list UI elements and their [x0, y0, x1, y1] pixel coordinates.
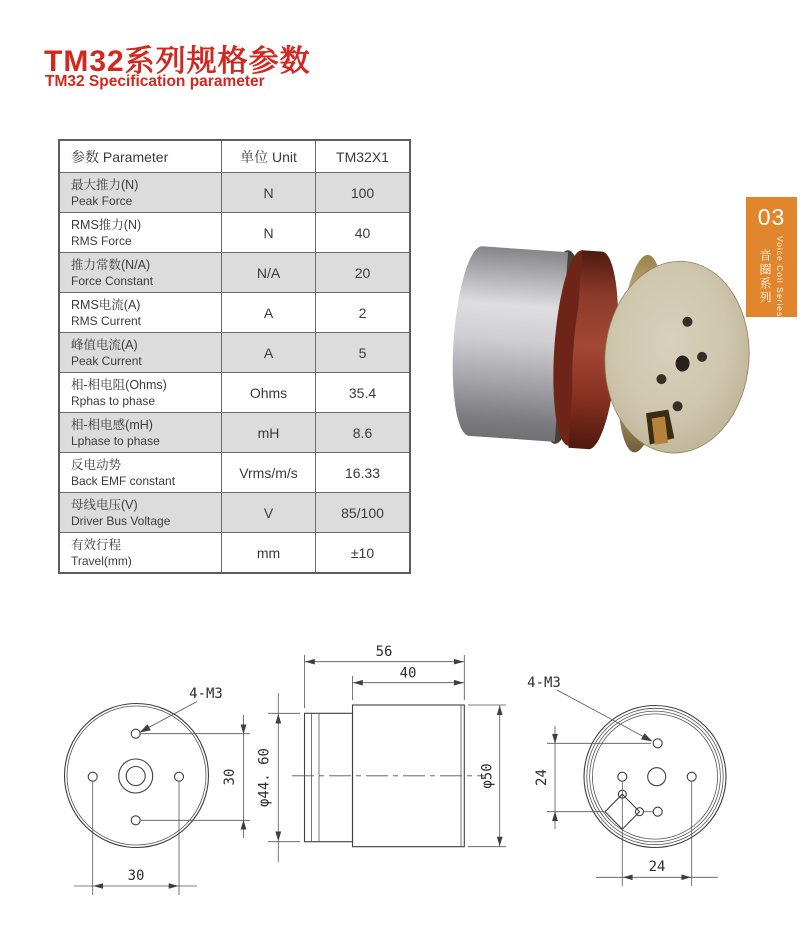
unit-cell: mm [222, 533, 316, 574]
param-label-zh: 最大推力(N) [71, 177, 139, 192]
value-cell: 35.4 [316, 373, 411, 413]
param-cell [59, 213, 222, 253]
value-cell: 8.6 [316, 413, 411, 453]
param-cell [59, 333, 222, 373]
param-label-en: RMS Force [71, 233, 132, 248]
param-label-zh: RMS推力(N) [71, 217, 142, 232]
param-label-en: Driver Bus Voltage [71, 513, 171, 528]
unit-cell: A [222, 293, 316, 333]
param-label-en: Travel(mm) [71, 553, 132, 568]
value-cell: 85/100 [316, 493, 411, 533]
rear-view-thread-label: 4-M3 [527, 675, 561, 691]
header-cell-model: TM32X1 [316, 140, 411, 173]
front-view-dim-horizontal: 30 [127, 868, 145, 884]
unit-cell: mH [222, 413, 316, 453]
side-view-drawing [257, 644, 507, 862]
front-view-dim-vertical: 30 [222, 768, 238, 786]
tab-number: 03 [757, 204, 786, 230]
param-cell [59, 533, 222, 574]
unit-cell: Ohms [222, 373, 316, 413]
front-view-thread-label: 4-M3 [189, 686, 223, 702]
spec-table [58, 139, 411, 574]
param-cell [59, 293, 222, 333]
header-cell-unit: 单位 Unit [222, 140, 316, 173]
param-label-zh: 推力常数(N/A) [71, 257, 151, 272]
side-view-dim-total-length: 56 [375, 644, 393, 660]
param-cell [59, 373, 222, 413]
header-cell-parameter: 参数 Parameter [59, 140, 222, 173]
param-label-zh: RMS电流(A) [71, 297, 141, 312]
table-row [59, 253, 410, 293]
param-label-zh: 有效行程 [71, 537, 122, 552]
param-label-en: Lphase to phase [71, 433, 160, 448]
table-row [59, 533, 410, 574]
page-subtitle: TM32 Specification parameter [45, 73, 265, 90]
table-row [59, 333, 410, 373]
table-row [59, 213, 410, 253]
value-cell: 2 [316, 293, 411, 333]
unit-cell: N [222, 213, 316, 253]
param-label-zh: 峰值电流(A) [71, 337, 138, 352]
param-cell [59, 173, 222, 213]
unit-cell: A [222, 333, 316, 373]
param-label-en: RMS Current [71, 313, 142, 328]
table-header-row [59, 140, 410, 173]
unit-cell: N/A [222, 253, 316, 293]
tab-label-zh: 音圈系列 [758, 248, 772, 305]
voice-coil-motor-image [447, 242, 750, 460]
side-view-dim-flange-diameter: φ44. 60 [256, 747, 273, 808]
page-title: TM32系列规格参数 [44, 45, 311, 78]
param-cell [59, 253, 222, 293]
front-view-drawing [65, 686, 251, 895]
table-row [59, 293, 410, 333]
value-cell: ±10 [316, 533, 411, 574]
spec-table-body [59, 173, 410, 574]
param-cell [59, 413, 222, 453]
product-photo [445, 233, 750, 468]
rear-view-dim-vertical: 24 [534, 769, 550, 786]
value-cell: 40 [316, 213, 411, 253]
param-label-zh: 反电动势 [71, 457, 122, 472]
param-label-en: Peak Force [71, 193, 133, 208]
param-label-en: Rphas to phase [71, 393, 156, 408]
table-row [59, 413, 410, 453]
param-label-en: Peak Current [71, 353, 142, 368]
param-label-en: Force Constant [71, 273, 154, 288]
unit-cell: Vrms/m/s [222, 453, 316, 493]
side-view-dim-body-length: 40 [399, 665, 417, 682]
side-view-dim-body-diameter: φ50 [479, 763, 496, 789]
unit-cell: V [222, 493, 316, 533]
value-cell: 20 [316, 253, 411, 293]
param-label-en: Back EMF constant [71, 473, 176, 488]
value-cell: 16.33 [316, 453, 411, 493]
table-row [59, 493, 410, 533]
param-label-zh: 相-相电感(mH) [71, 417, 153, 432]
technical-drawings [0, 630, 800, 935]
param-label-zh: 母线电压(V) [71, 497, 138, 512]
param-cell [59, 453, 222, 493]
side-tab [746, 197, 797, 317]
param-cell [59, 493, 222, 533]
value-cell: 100 [316, 173, 411, 213]
value-cell: 5 [316, 333, 411, 373]
table-row [59, 173, 410, 213]
unit-cell: N [222, 173, 316, 213]
table-row [59, 453, 410, 493]
rear-view-drawing [527, 675, 726, 886]
tab-label-en: Voice Coil Series [775, 236, 785, 318]
rear-view-dim-horizontal: 24 [648, 859, 666, 875]
param-label-zh: 相-相电阻(Ohms) [71, 377, 167, 392]
table-row [59, 373, 410, 413]
